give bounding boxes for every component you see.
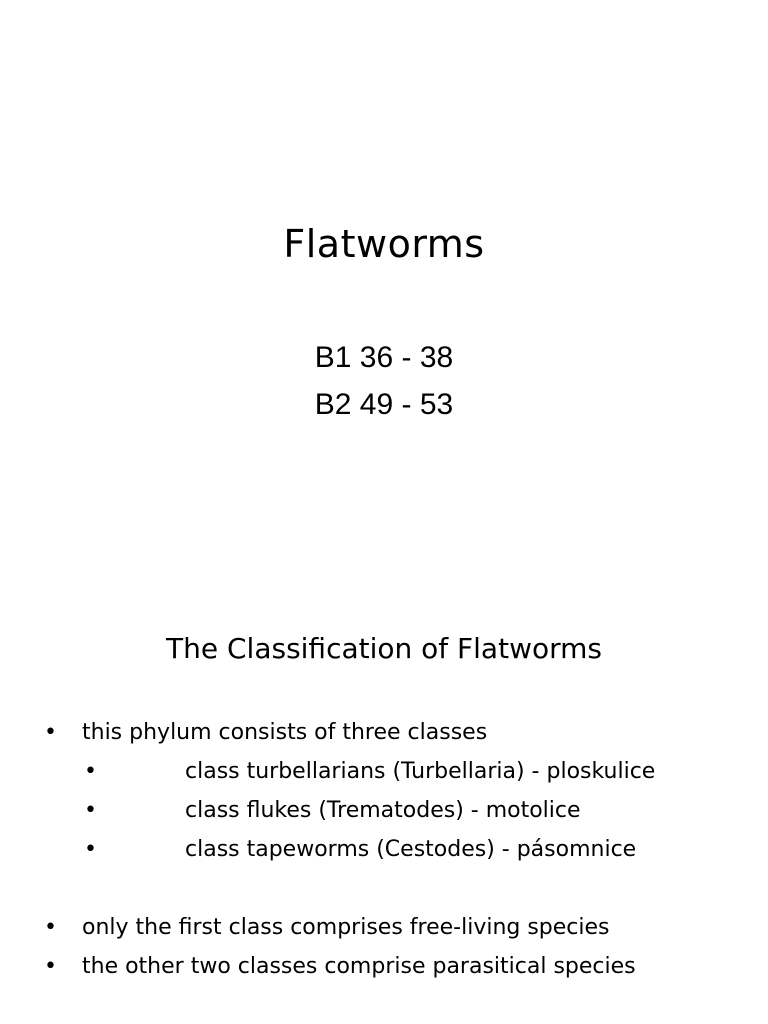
bullet-item-parasitical [0, 947, 768, 986]
bullet-text: class flukes (Trematodes) - motolice [185, 798, 581, 823]
slide-title: Flatworms [283, 222, 485, 266]
sub-bullet-item-turbellaria [0, 752, 768, 791]
bullet-item-phylum [0, 713, 768, 752]
bullet-list [0, 713, 768, 986]
subtitle-line-b2: B2 49 - 53 [314, 388, 454, 421]
bullet-text: only the first class comprises free-living species [82, 915, 610, 940]
bullet-icon: • [44, 720, 57, 745]
bullet-icon: • [84, 837, 97, 862]
bullet-spacer [0, 869, 768, 908]
slide-subtitle [0, 334, 768, 428]
bullet-text: class turbellarians (Turbellaria) - ploskulice [185, 759, 656, 784]
subtitle-line-b1: B1 36 - 38 [314, 341, 454, 374]
bullet-icon: • [44, 954, 57, 979]
sub-bullet-item-cestodes [0, 830, 768, 869]
bullet-item-free-living [0, 908, 768, 947]
bullet-text: the other two classes comprise parasitical species [82, 954, 636, 979]
bullet-icon: • [44, 915, 57, 940]
bullet-icon: • [84, 798, 97, 823]
bullet-text: class tapeworms (Cestodes) - pásomnice [185, 837, 637, 862]
section-heading: The Classification of Flatworms [166, 632, 602, 665]
bullet-text: this phylum consists of three classes [82, 720, 488, 745]
bullet-icon: • [84, 759, 97, 784]
sub-bullet-item-trematodes [0, 791, 768, 830]
